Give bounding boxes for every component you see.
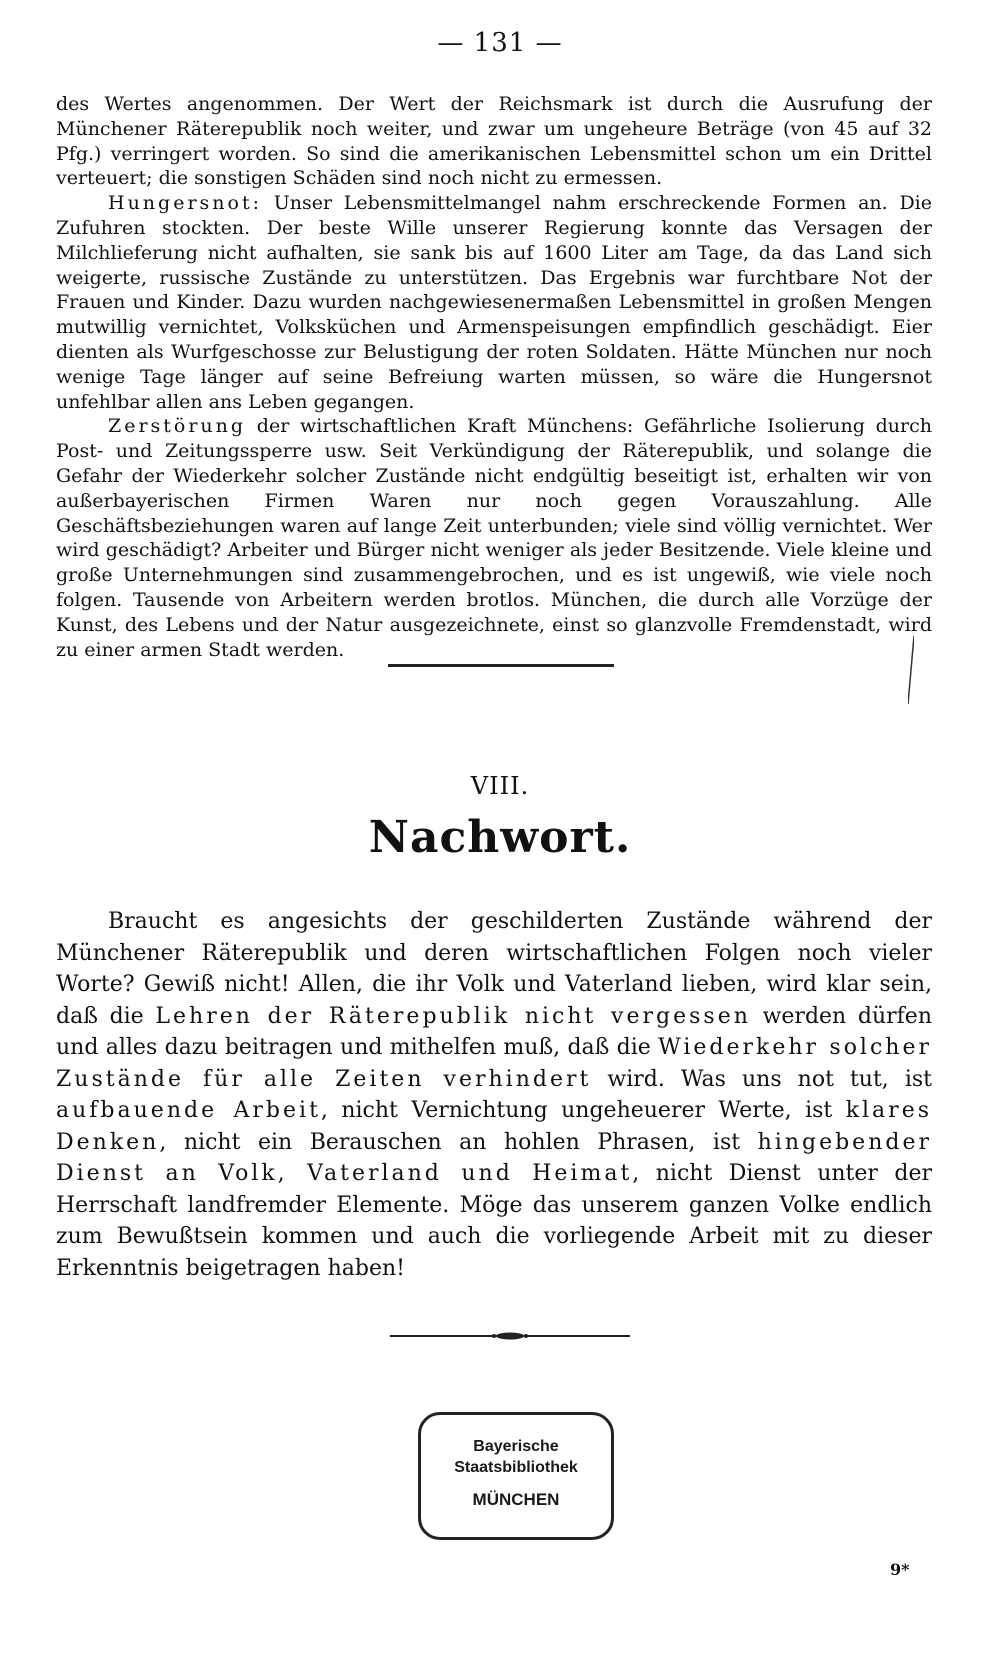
- afterword-emphasis: klares Denken: [56, 1098, 932, 1155]
- paragraph-destruction: [56, 414, 932, 662]
- margin-slash-mark: [908, 636, 914, 704]
- paragraph-famine: [56, 191, 932, 414]
- stamp-line-1: Bayerische: [473, 1438, 559, 1455]
- afterword-emphasis: Wiederkehr solcher Zustände für alle Zeiten verhindert: [56, 1035, 932, 1092]
- stamp-line-2: Staatsbibliothek: [454, 1459, 578, 1476]
- afterword-run: werden dürfen und alles dazu beitragen und mithelfen muß, daß die: [56, 1003, 932, 1060]
- afterword-run: wird. Was uns not tut, ist: [591, 1066, 933, 1092]
- stamp-line-3: MÜNCHEN: [472, 1490, 560, 1509]
- afterword-run: , nicht Vernichtung ungeheuerer Werte, ist: [320, 1098, 846, 1123]
- body-text: [56, 92, 932, 662]
- afterword-run: , nicht ein Berauschen an hohlen Phrasen, ist: [159, 1129, 758, 1155]
- afterword-paragraph: [56, 906, 932, 1284]
- decorative-end-rule: [390, 1330, 630, 1342]
- afterword-emphasis: hingebender Dienst an Volk, Vaterland und Heimat: [56, 1129, 932, 1186]
- chapter-title: Nachwort.: [368, 812, 632, 863]
- afterword-run: Braucht es angesichts der geschilderten Zustände während der Münchener Räterepublik und deren wirtschaftlichen Folgen noch vieler Worte? Gewiß nicht! Allen, die ihr Volk und Vaterland lieben, wird klar sein, daß die: [56, 909, 932, 1029]
- destruction-text: der wirtschaftlichen Kraft Münchens: Gefährliche Isolierung durch Post- und Zeitungssperre usw. Seit Verkündigung der Räterepublik, und solange die Gefahr der Wiederkehr solcher Zustände nicht endgültig beseitigt ist, erhalten wir von außerbayerischen Firmen Waren nur noch gegen Vorauszahlung. Alle Geschäftsbeziehungen waren auf lange Zeit unterbunden; viele sind völlig vernichtet. Wer wird geschädigt? Arbeiter und Bürger nicht weniger als jeder Besitzende. Viele kleine und große Unternehmungen sind zusammengebrochen, und es ist ungewiß, wie viele noch folgen. Tausende von Arbeitern werden brotlos. München, die durch alle Vorzüge der Kunst, des Lebens und der Natur ausgezeichnete, einst so glanzvolle Fremdenstadt, wird zu einer armen Stadt werden.: [56, 415, 932, 661]
- afterword-emphasis: aufbauende Arbeit: [56, 1098, 321, 1123]
- paragraph-value-loss: des Wertes angenommen. Der Wert der Reichsmark ist durch die Ausrufung der Münchener Räterepublik noch weiter, und zwar um ungeheure Beträge (von 45 auf 32 Pfg.) verringert worden. So sind die amerikanischen Lebensmittel schon um ein Drittel verteuert; die sonstigen Schäden sind noch nicht zu ermessen.: [56, 93, 932, 190]
- page-number: — 131 —: [437, 28, 563, 58]
- chapter-number: VIII.: [470, 772, 530, 800]
- famine-text: Unser Lebensmittelmangel nahm erschreckende Formen an. Die Zufuhren stockten. Der beste Wille unserer Regierung konnte das Versagen der Milchlieferung nicht aufhalten, sie sank bis auf 1600 Liter am Tage, da das Land sich weigerte, russische Zustände zu unterstützen. Das Ergebnis war furchtbare Not der Frauen und Kinder. Dazu wurden nachgewiesenermaßen Lebensmittel in großen Mengen mutwillig vernichtet, Volksküchen und Armenspeisungen empfindlich geschädigt. Eier dienten als Wurfgeschosse zur Belustigung der roten Soldaten. Hätte München nur noch wenige Tage länger auf seine Befreiung warten müssen, so wäre die Hungersnot unfehlbar allen ans Leben gegangen.: [56, 192, 932, 413]
- afterword-text: [56, 906, 932, 1284]
- afterword-run: , nicht Dienst unter der Herrschaft landfremder Elemente. Möge das unserem ganzen Volke endlich zum Bewußtsein kommen und auch die vorliegende Arbeit mit zu dieser Erkenntnis beigetragen haben!: [56, 1161, 932, 1281]
- afterword-emphasis: Lehren der Räterepublik nicht vergessen: [155, 1003, 751, 1029]
- section-divider: [388, 664, 614, 667]
- destruction-heading: Zerstörung: [108, 415, 247, 438]
- library-stamp: [418, 1412, 614, 1540]
- famine-heading: Hungersnot:: [108, 192, 262, 215]
- signature-mark: 9*: [890, 1560, 910, 1579]
